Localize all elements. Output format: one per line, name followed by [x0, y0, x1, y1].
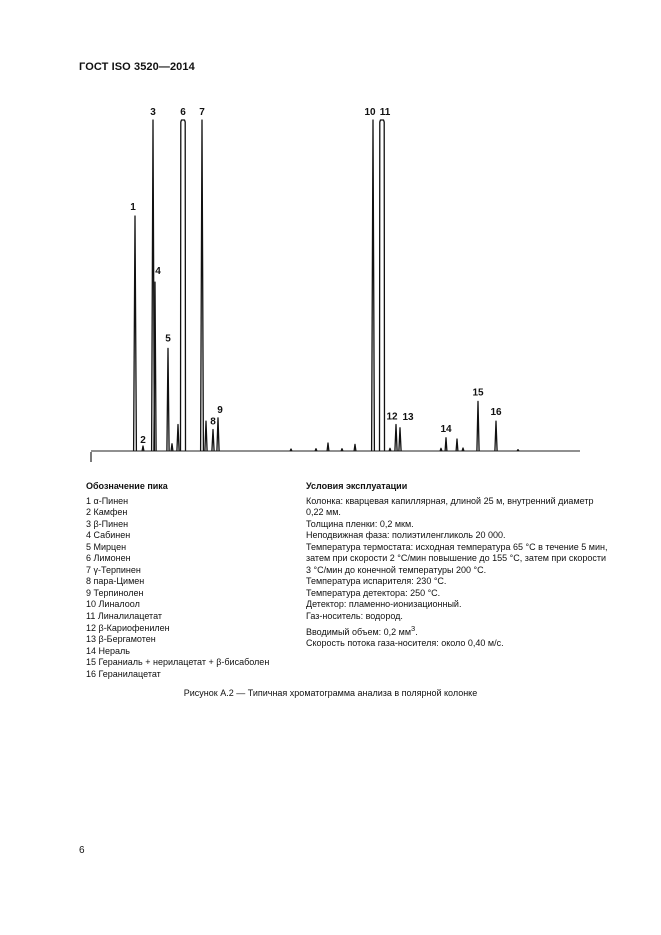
- condition-flow: Скорость потока газа-носителя: около 0,40 м/с.: [306, 638, 504, 649]
- peak-label-7: 7: [199, 107, 205, 118]
- legend-item: 1 α-Пинен: [86, 495, 129, 506]
- minor-peak: [205, 421, 207, 451]
- peak-2: [142, 446, 144, 451]
- condition-column: Колонка: кварцевая капиллярная, длиной 25 м, внутренний диаметр 0,22 мм.: [306, 495, 594, 518]
- peak-1: [134, 216, 137, 451]
- peak-label-11: 11: [379, 107, 391, 118]
- peak-16: [495, 421, 497, 451]
- page-number: 6: [79, 845, 85, 856]
- peak-6: [181, 120, 186, 451]
- peak-label-10: 10: [364, 107, 376, 118]
- legend-item: 14 Нераль: [86, 645, 130, 656]
- condition-detector: Детектор: пламенно-ионизационный.: [306, 599, 462, 610]
- legend-item: 4 Сабинен: [86, 530, 131, 541]
- minor-peak: [517, 450, 519, 451]
- minor-peak: [327, 443, 329, 451]
- legend-item: 8 пара-Цимен: [86, 576, 145, 587]
- legend-item: 11 Линалилацетат: [86, 611, 162, 622]
- peak-label-2: 2: [140, 435, 146, 447]
- conditions-title: Условия эксплуатации: [306, 481, 408, 491]
- legend-item: 16 Геранилацетат: [86, 668, 161, 679]
- legend-item: 9 Терпинолен: [86, 587, 144, 598]
- peak-label-5: 5: [165, 333, 171, 345]
- minor-peak: [171, 444, 173, 451]
- legend-title: Обозначение пика: [86, 481, 168, 491]
- chart-frame: [91, 451, 580, 462]
- condition-volume-text: Вводимый объем: 0,2 мм: [306, 626, 412, 637]
- peak-10: [372, 120, 375, 451]
- condition-injector: Температура испарителя: 230 °С.: [306, 576, 447, 587]
- peak-label-1: 1: [130, 201, 136, 213]
- peak-label-3: 3: [150, 107, 156, 118]
- legend-item: 10 Линалоол: [86, 599, 140, 610]
- peak-15: [477, 401, 479, 451]
- peak-label-6: 6: [180, 107, 186, 118]
- peak-9: [217, 418, 219, 451]
- minor-peak: [354, 444, 356, 451]
- peak-label-16: 16: [490, 407, 502, 419]
- legend-item: 12 β-Кариофенилен: [86, 622, 170, 633]
- figure-caption: Рисунок А.2 — Типичная хроматограмма анализа в полярной колонке: [183, 688, 478, 698]
- peak-label-14: 14: [440, 423, 452, 435]
- condition-film: Толщина пленки: 0,2 мкм.: [306, 518, 414, 529]
- condition-phase: Неподвижная фаза: полиэтиленгликоль 20 000.: [306, 530, 506, 541]
- legend-item: 2 Камфен: [86, 507, 128, 518]
- legend-item: 3 β-Пинен: [86, 518, 129, 529]
- document-header: ГОСТ ISO 3520—2014: [79, 61, 195, 73]
- legend-item: 6 Лимонен: [86, 553, 131, 564]
- minor-peak: [177, 425, 179, 451]
- peak-12: [395, 425, 397, 451]
- condition-volume-end: .: [415, 626, 418, 637]
- peak-14: [445, 438, 447, 451]
- condition-volume: [306, 623, 612, 639]
- peak-label-4: 4: [155, 266, 161, 278]
- legend-item: 7 γ-Терпинен: [86, 564, 141, 575]
- minor-peak: [456, 439, 458, 451]
- condition-volume-sup: 3: [411, 623, 416, 633]
- legend-item: 15 Гераниаль + нерилацетат + β-бисаболен: [86, 657, 270, 668]
- peak-11: [380, 120, 385, 451]
- peak-legend: [86, 481, 286, 680]
- peak-label-9: 9: [217, 404, 223, 416]
- peak-8: [212, 429, 214, 451]
- peak-4: [154, 282, 156, 451]
- legend-item: 13 β-Бергамотен: [86, 634, 156, 645]
- peak-7: [201, 120, 204, 451]
- condition-detector-temp: Температура детектора: 250 °С.: [306, 587, 441, 598]
- peak-label-12: 12: [386, 411, 398, 423]
- operating-conditions: [306, 481, 612, 650]
- peak-label-15: 15: [472, 387, 484, 399]
- peak-label-13: 13: [402, 411, 414, 423]
- legend-item: 5 Мирцен: [86, 541, 127, 552]
- peak-5: [167, 348, 169, 451]
- peak-label-8: 8: [210, 416, 216, 428]
- condition-thermostat: Температура термостата: исходная температура 65 °С в течение 5 мин, затем при скорости 2 °С/мин повышение до 155 °С, затем при скорости 3 °С/мин до конечной температуры 200 °С.: [306, 541, 608, 575]
- peak-13: [399, 428, 401, 451]
- chart-peaks: [134, 120, 519, 451]
- condition-carrier: Газ-носитель: водород.: [306, 611, 403, 622]
